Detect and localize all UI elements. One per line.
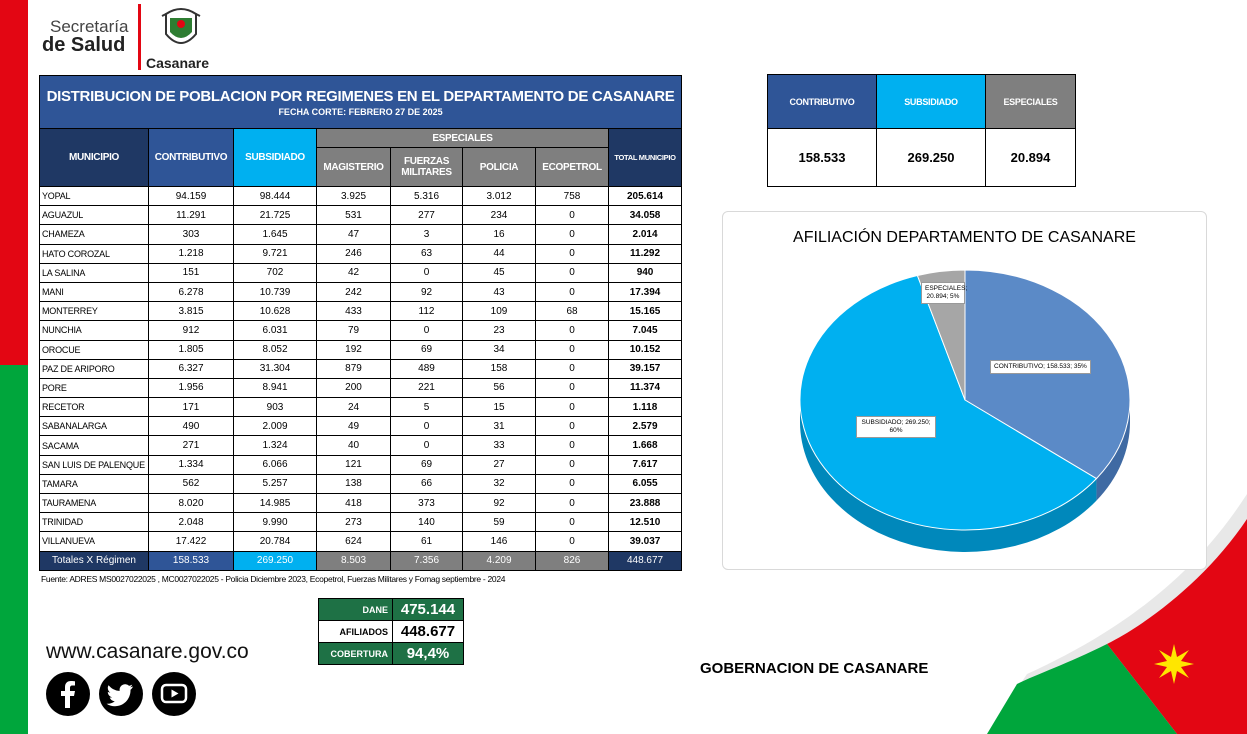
cell-municipio: MONTERREY <box>40 302 149 321</box>
cell-contributivo: 11.291 <box>149 206 234 225</box>
cell-fuerzas: 0 <box>391 417 463 436</box>
data-label-subsidiado: SUBSIDIADO; 269.250; 60% <box>856 416 936 438</box>
total-ecopetrol: 826 <box>536 551 609 570</box>
logo-line1: Secretaría <box>50 17 129 36</box>
cell-subsidiado: 14.985 <box>234 494 317 513</box>
cell-subsidiado: 6.066 <box>234 455 317 474</box>
summary-header-especiales: ESPECIALES <box>986 75 1076 129</box>
cell-ecopetrol: 0 <box>536 225 609 244</box>
table-row <box>40 513 682 532</box>
cell-municipio: SAN LUIS DE PALENQUE <box>40 455 149 474</box>
cell-contributivo: 1.805 <box>149 340 234 359</box>
cell-total: 1.668 <box>609 436 682 455</box>
header-municipio: MUNICIPIO <box>40 129 149 187</box>
cell-subsidiado: 1.324 <box>234 436 317 455</box>
cell-magisterio: 47 <box>317 225 391 244</box>
cell-municipio: MANI <box>40 282 149 301</box>
youtube-icon[interactable] <box>152 672 196 716</box>
table-row <box>40 302 682 321</box>
table-row <box>40 244 682 263</box>
cell-total: 2.014 <box>609 225 682 244</box>
table-row <box>40 187 682 206</box>
cell-ecopetrol: 0 <box>536 263 609 282</box>
dane-label: DANE <box>319 599 393 621</box>
header-especiales: ESPECIALES <box>317 129 609 148</box>
cell-contributivo: 1.334 <box>149 455 234 474</box>
cell-ecopetrol: 758 <box>536 187 609 206</box>
cell-ecopetrol: 0 <box>536 398 609 417</box>
cell-total: 23.888 <box>609 494 682 513</box>
summary-value-especiales: 20.894 <box>986 129 1076 187</box>
cell-contributivo: 1.956 <box>149 378 234 397</box>
cell-municipio: LA SALINA <box>40 263 149 282</box>
cell-subsidiado: 10.628 <box>234 302 317 321</box>
cell-fuerzas: 0 <box>391 436 463 455</box>
cell-fuerzas: 221 <box>391 378 463 397</box>
cell-magisterio: 879 <box>317 359 391 378</box>
afiliados-value: 448.677 <box>393 621 464 643</box>
cell-contributivo: 303 <box>149 225 234 244</box>
cell-municipio: NUNCHIA <box>40 321 149 340</box>
table-row <box>40 378 682 397</box>
cell-total: 1.118 <box>609 398 682 417</box>
cell-ecopetrol: 0 <box>536 532 609 551</box>
facebook-icon[interactable] <box>46 672 90 716</box>
cell-total: 34.058 <box>609 206 682 225</box>
cell-ecopetrol: 0 <box>536 417 609 436</box>
chart-title: AFILIACIÓN DEPARTAMENTO DE CASANARE <box>793 229 1136 246</box>
cell-total: 7.045 <box>609 321 682 340</box>
cell-magisterio: 192 <box>317 340 391 359</box>
cell-fuerzas: 63 <box>391 244 463 263</box>
cell-contributivo: 271 <box>149 436 234 455</box>
cell-total: 940 <box>609 263 682 282</box>
cell-municipio: OROCUE <box>40 340 149 359</box>
twitter-icon[interactable] <box>99 672 143 716</box>
cell-subsidiado: 1.645 <box>234 225 317 244</box>
cell-total: 7.617 <box>609 455 682 474</box>
cell-total: 6.055 <box>609 474 682 493</box>
cell-policia: 45 <box>463 263 536 282</box>
cell-policia: 158 <box>463 359 536 378</box>
table-row <box>40 494 682 513</box>
cell-subsidiado: 20.784 <box>234 532 317 551</box>
sun-star-icon <box>1152 642 1196 686</box>
cell-ecopetrol: 0 <box>536 436 609 455</box>
header-contributivo: CONTRIBUTIVO <box>149 129 234 187</box>
logo-casanare: Casanare <box>146 55 210 71</box>
cell-municipio: YOPAL <box>40 187 149 206</box>
total-fuerzas: 7.356 <box>391 551 463 570</box>
cell-subsidiado: 2.009 <box>234 417 317 436</box>
cell-ecopetrol: 0 <box>536 474 609 493</box>
cell-magisterio: 138 <box>317 474 391 493</box>
cell-policia: 234 <box>463 206 536 225</box>
table-row <box>40 398 682 417</box>
cell-magisterio: 49 <box>317 417 391 436</box>
table-row <box>40 340 682 359</box>
cobertura-label: COBERTURA <box>319 643 393 665</box>
cell-fuerzas: 5 <box>391 398 463 417</box>
header-ecopetrol: ECOPETROL <box>536 148 609 187</box>
table-subtitle: FECHA CORTE: FEBRERO 27 DE 2025 <box>278 106 443 117</box>
cell-fuerzas: 61 <box>391 532 463 551</box>
cell-ecopetrol: 68 <box>536 302 609 321</box>
cell-contributivo: 6.278 <box>149 282 234 301</box>
dane-value: 475.144 <box>393 599 464 621</box>
total-policia: 4.209 <box>463 551 536 570</box>
cell-municipio: SABANALARGA <box>40 417 149 436</box>
cell-magisterio: 200 <box>317 378 391 397</box>
table-row <box>40 206 682 225</box>
cell-policia: 32 <box>463 474 536 493</box>
cell-magisterio: 418 <box>317 494 391 513</box>
cell-fuerzas: 5.316 <box>391 187 463 206</box>
cell-fuerzas: 0 <box>391 263 463 282</box>
cell-total: 39.157 <box>609 359 682 378</box>
data-label-contributivo: CONTRIBUTIVO; 158.533; 35% <box>990 360 1091 374</box>
cell-municipio: PORE <box>40 378 149 397</box>
cell-total: 2.579 <box>609 417 682 436</box>
totals-row <box>40 551 682 570</box>
cell-contributivo: 1.218 <box>149 244 234 263</box>
cell-magisterio: 79 <box>317 321 391 340</box>
cell-policia: 92 <box>463 494 536 513</box>
cell-subsidiado: 8.052 <box>234 340 317 359</box>
cell-ecopetrol: 0 <box>536 340 609 359</box>
cell-subsidiado: 98.444 <box>234 187 317 206</box>
cell-policia: 3.012 <box>463 187 536 206</box>
cell-magisterio: 624 <box>317 532 391 551</box>
cell-policia: 33 <box>463 436 536 455</box>
cell-policia: 31 <box>463 417 536 436</box>
table-row <box>40 282 682 301</box>
cell-subsidiado: 21.725 <box>234 206 317 225</box>
casanare-crest-icon <box>158 4 204 54</box>
source-note: Fuente: ADRES MS0027022025 , MC0027022025 - Policia Diciembre 2023, Ecopetrol, Fuerzas Militares y Fomag septiembre - 2024 <box>41 574 506 584</box>
population-table <box>39 75 682 571</box>
cell-subsidiado: 8.941 <box>234 378 317 397</box>
summary-table <box>767 74 1076 187</box>
table-row <box>40 263 682 282</box>
header-fuerzas: FUERZAS MILITARES <box>391 148 463 187</box>
cell-contributivo: 912 <box>149 321 234 340</box>
cell-policia: 59 <box>463 513 536 532</box>
cell-municipio: AGUAZUL <box>40 206 149 225</box>
summary-header-contributivo: CONTRIBUTIVO <box>768 75 877 129</box>
total-magisterio: 8.503 <box>317 551 391 570</box>
cell-fuerzas: 69 <box>391 455 463 474</box>
cell-ecopetrol: 0 <box>536 455 609 474</box>
cell-contributivo: 171 <box>149 398 234 417</box>
total-contributivo: 158.533 <box>149 551 234 570</box>
cell-magisterio: 40 <box>317 436 391 455</box>
summary-value-subsidiado: 269.250 <box>877 129 986 187</box>
pie-chart <box>723 212 1208 571</box>
cell-total: 12.510 <box>609 513 682 532</box>
cell-subsidiado: 5.257 <box>234 474 317 493</box>
cell-policia: 27 <box>463 455 536 474</box>
cell-total: 11.292 <box>609 244 682 263</box>
cell-magisterio: 24 <box>317 398 391 417</box>
cell-magisterio: 433 <box>317 302 391 321</box>
cobertura-value: 94,4% <box>393 643 464 665</box>
cell-policia: 146 <box>463 532 536 551</box>
cell-fuerzas: 69 <box>391 340 463 359</box>
cell-municipio: SACAMA <box>40 436 149 455</box>
cell-fuerzas: 140 <box>391 513 463 532</box>
cell-fuerzas: 3 <box>391 225 463 244</box>
total-general: 448.677 <box>609 551 682 570</box>
cell-magisterio: 121 <box>317 455 391 474</box>
cell-policia: 23 <box>463 321 536 340</box>
secretaria-salud-logo <box>40 2 230 72</box>
cell-subsidiado: 31.304 <box>234 359 317 378</box>
cell-municipio: RECETOR <box>40 398 149 417</box>
cell-municipio: TAMARA <box>40 474 149 493</box>
cell-magisterio: 242 <box>317 282 391 301</box>
cell-subsidiado: 9.721 <box>234 244 317 263</box>
table-row <box>40 474 682 493</box>
header-magisterio: MAGISTERIO <box>317 148 391 187</box>
cell-policia: 16 <box>463 225 536 244</box>
cell-contributivo: 151 <box>149 263 234 282</box>
flag-stripe-red <box>0 0 28 365</box>
totals-label: Totales X Régimen <box>40 551 149 570</box>
cell-fuerzas: 373 <box>391 494 463 513</box>
coverage-table <box>318 598 464 665</box>
cell-policia: 44 <box>463 244 536 263</box>
cell-contributivo: 2.048 <box>149 513 234 532</box>
pie-chart-panel <box>722 211 1207 570</box>
cell-fuerzas: 0 <box>391 321 463 340</box>
flag-stripe-green <box>0 365 28 734</box>
cell-ecopetrol: 0 <box>536 206 609 225</box>
website-link[interactable]: www.casanare.gov.co <box>46 640 249 663</box>
afiliados-label: AFILIADOS <box>319 621 393 643</box>
cell-ecopetrol: 0 <box>536 359 609 378</box>
cell-ecopetrol: 0 <box>536 244 609 263</box>
cell-contributivo: 490 <box>149 417 234 436</box>
summary-header-subsidiado: SUBSIDIADO <box>877 75 986 129</box>
cell-magisterio: 273 <box>317 513 391 532</box>
cell-fuerzas: 92 <box>391 282 463 301</box>
cell-contributivo: 3.815 <box>149 302 234 321</box>
cell-policia: 56 <box>463 378 536 397</box>
table-row <box>40 359 682 378</box>
table-row <box>40 532 682 551</box>
cell-magisterio: 246 <box>317 244 391 263</box>
cell-subsidiado: 9.990 <box>234 513 317 532</box>
table-title-cell <box>40 76 682 129</box>
summary-value-contributivo: 158.533 <box>768 129 877 187</box>
cell-ecopetrol: 0 <box>536 513 609 532</box>
cell-magisterio: 531 <box>317 206 391 225</box>
cell-magisterio: 3.925 <box>317 187 391 206</box>
cell-total: 17.394 <box>609 282 682 301</box>
cell-total: 10.152 <box>609 340 682 359</box>
cell-ecopetrol: 0 <box>536 494 609 513</box>
cell-subsidiado: 10.739 <box>234 282 317 301</box>
cell-total: 15.165 <box>609 302 682 321</box>
cell-municipio: TAURAMENA <box>40 494 149 513</box>
table-row <box>40 321 682 340</box>
cell-ecopetrol: 0 <box>536 282 609 301</box>
cell-ecopetrol: 0 <box>536 378 609 397</box>
cell-subsidiado: 702 <box>234 263 317 282</box>
cell-municipio: HATO COROZAL <box>40 244 149 263</box>
cell-municipio: PAZ DE ARIPORO <box>40 359 149 378</box>
cell-fuerzas: 112 <box>391 302 463 321</box>
cell-contributivo: 94.159 <box>149 187 234 206</box>
cell-contributivo: 17.422 <box>149 532 234 551</box>
cell-municipio: CHAMEZA <box>40 225 149 244</box>
table-row <box>40 455 682 474</box>
cell-policia: 43 <box>463 282 536 301</box>
header-subsidiado: SUBSIDIADO <box>234 129 317 187</box>
cell-contributivo: 562 <box>149 474 234 493</box>
cell-total: 205.614 <box>609 187 682 206</box>
cell-policia: 109 <box>463 302 536 321</box>
cell-contributivo: 8.020 <box>149 494 234 513</box>
cell-total: 11.374 <box>609 378 682 397</box>
header-total: TOTAL MUNICIPIO <box>609 129 682 187</box>
logo-divider <box>138 4 141 70</box>
cell-contributivo: 6.327 <box>149 359 234 378</box>
cell-policia: 15 <box>463 398 536 417</box>
cell-fuerzas: 277 <box>391 206 463 225</box>
table-row <box>40 436 682 455</box>
table-body <box>40 187 682 552</box>
table-row <box>40 225 682 244</box>
cell-subsidiado: 6.031 <box>234 321 317 340</box>
cell-municipio: TRINIDAD <box>40 513 149 532</box>
table-row <box>40 417 682 436</box>
gobernacion-label: GOBERNACION DE CASANARE <box>700 660 929 677</box>
cell-total: 39.037 <box>609 532 682 551</box>
cell-magisterio: 42 <box>317 263 391 282</box>
table-title: DISTRIBUCION DE POBLACION POR REGIMENES EN EL DEPARTAMENTO DE CASANARE <box>46 87 675 105</box>
cell-fuerzas: 66 <box>391 474 463 493</box>
cell-fuerzas: 489 <box>391 359 463 378</box>
cell-municipio: VILLANUEVA <box>40 532 149 551</box>
cell-subsidiado: 903 <box>234 398 317 417</box>
header-policia: POLICIA <box>463 148 536 187</box>
data-label-especiales: ESPECIALES; 20.894; 5% <box>921 282 965 304</box>
total-subsidiado: 269.250 <box>234 551 317 570</box>
logo-line2: de Salud <box>42 34 126 56</box>
cell-policia: 34 <box>463 340 536 359</box>
cell-ecopetrol: 0 <box>536 321 609 340</box>
